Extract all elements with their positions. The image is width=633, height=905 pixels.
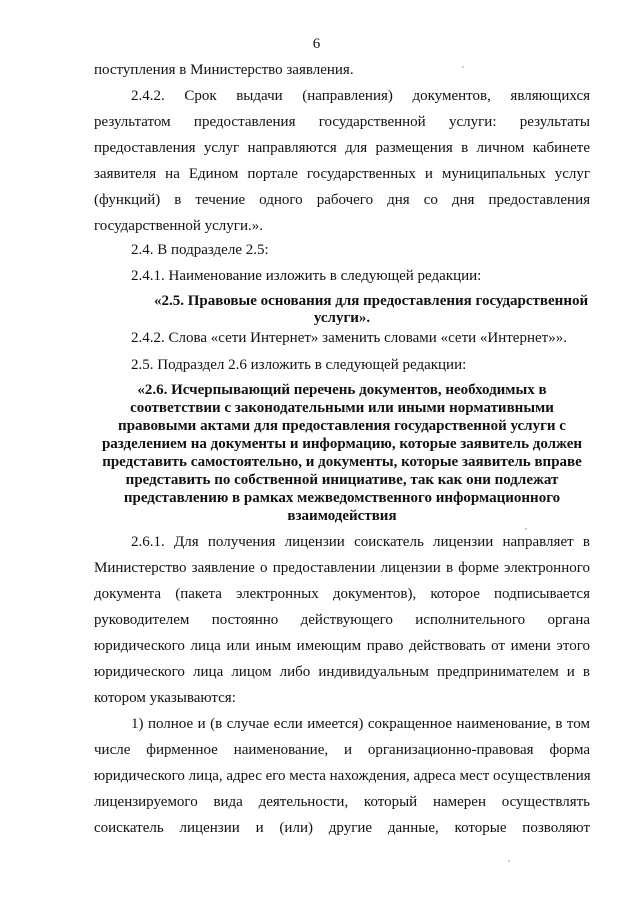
heading-line: услуги». xyxy=(313,310,371,326)
heading-line: представлению в рамках межведомственного информационного xyxy=(123,490,561,506)
heading-line: «2.5. Правовые основания для предоставления государственной xyxy=(154,293,589,309)
heading-line: правовыми актами для предоставления государственной услуги с xyxy=(118,418,566,434)
text-line: государственной услуги.». xyxy=(94,218,263,234)
text-line: (функций) в течение одного рабочего дня со дня предоставления xyxy=(94,192,590,208)
text-line: 2.4.2. Слова «сети Интернет» заменить словами «сети «Интернет»». xyxy=(131,330,567,346)
heading-line: соответствии с законодательными или иными нормативными xyxy=(130,400,554,416)
scan-speck xyxy=(525,528,527,530)
text-line: юридического лица лицом либо индивидуальным предпринимателем и в xyxy=(94,664,590,680)
text-line: соискатель лицензии и (или) другие данные, которые позволяют xyxy=(94,820,590,836)
text-line: юридического лица, адрес его места нахождения, адреса мест осуществления xyxy=(94,768,591,784)
text-line: 1) полное и (в случае если имеется) сокращенное наименование, в том xyxy=(131,716,590,732)
text-line: заявителя на Едином портале государственных и муниципальных услуг xyxy=(94,166,590,182)
heading-line: представить по собственной инициативе, так как они подлежат xyxy=(125,472,559,488)
page-number: 6 xyxy=(312,36,321,52)
text-line: предоставления услуг направляются для размещения в личном кабинете xyxy=(94,140,590,156)
paragraph-2-4-2-words xyxy=(94,325,590,351)
paragraph-2-5 xyxy=(94,352,590,378)
paragraph-2-4 xyxy=(94,237,590,263)
text-line: руководителем постоянно действующего исполнительного органа xyxy=(94,612,590,628)
heading-line: взаимодействия xyxy=(287,508,397,524)
text-line: 2.4.2. Срок выдачи (направления) документов, являющихся xyxy=(131,88,590,104)
text-line: 2.4. В подразделе 2.5: xyxy=(131,242,269,258)
text-line: результатом предоставления государственной услуги: результаты xyxy=(94,114,590,130)
text-line: лицензируемого вида деятельности, который намерен осуществлять xyxy=(94,794,590,810)
heading-2-6 xyxy=(94,381,590,525)
text-line: котором указываются: xyxy=(94,690,236,706)
paragraph-item-1 xyxy=(94,711,590,841)
text-line: 2.5. Подраздел 2.6 изложить в следующей редакции: xyxy=(131,357,467,373)
text-line: Министерство заявление о предоставлении лицензии в форме электронного xyxy=(94,560,590,576)
heading-line: разделением на документы и информацию, которые заявитель должен xyxy=(101,436,583,452)
paragraph-2-4-1 xyxy=(94,263,590,289)
paragraph-submission xyxy=(94,57,590,83)
heading-line: «2.6. Исчерпывающий перечень документов, необходимых в xyxy=(137,382,547,398)
heading-2-5 xyxy=(94,293,590,327)
paragraph-2-6-1 xyxy=(94,529,590,711)
scan-speck xyxy=(462,66,464,68)
text-line: юридического лица или иным имеющим право действовать от имени этого xyxy=(94,638,590,654)
text-line: 2.4.1. Наименование изложить в следующей редакции: xyxy=(131,268,482,284)
heading-line: представить самостоятельно, и документы, которые заявитель вправе xyxy=(102,454,582,470)
text-line: документа (пакета электронных документов), которое подписывается xyxy=(94,586,590,602)
text-line: 2.6.1. Для получения лицензии соискатель лицензии направляет в xyxy=(131,534,590,550)
text-line: числе фирменное наименование, и организационно-правовая форма xyxy=(94,742,590,758)
paragraph-2-4-2-deadline xyxy=(94,83,590,239)
scan-speck xyxy=(508,860,510,862)
text-line: поступления в Министерство заявления. xyxy=(94,62,354,78)
